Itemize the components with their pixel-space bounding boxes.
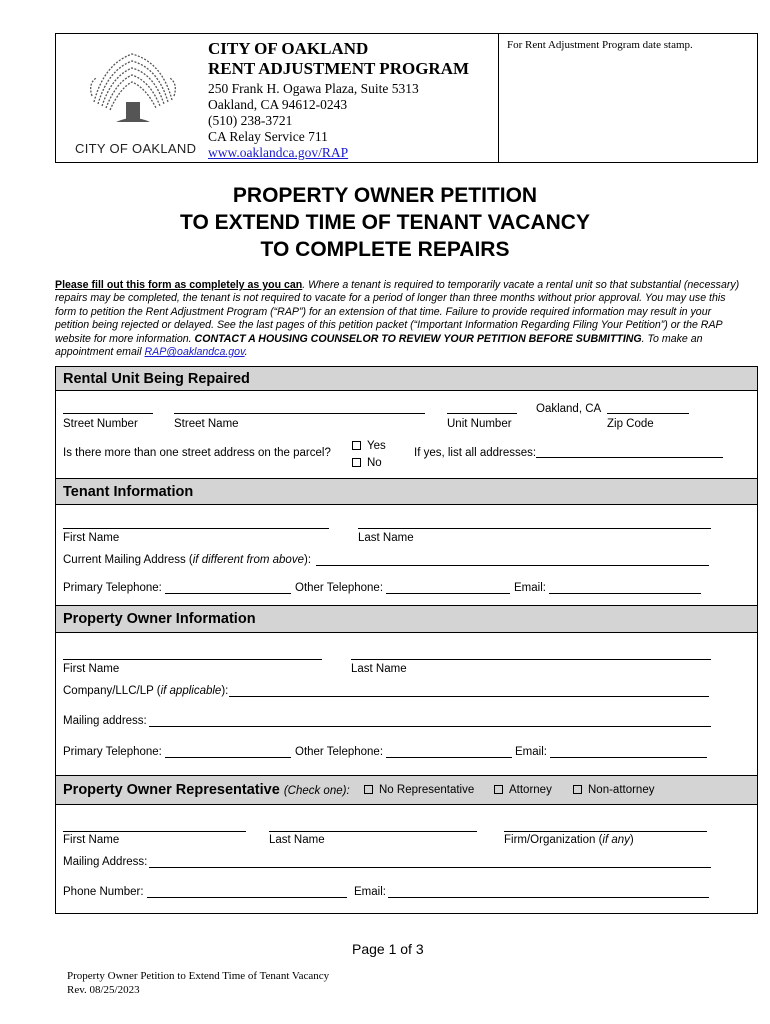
rep-phone-label: Phone Number: — [63, 886, 144, 898]
logo-caption: CITY OF OAKLAND — [75, 141, 197, 156]
no-label: No — [367, 457, 382, 469]
rep-last-name-label: Last Name — [269, 834, 325, 846]
agency-name: CITY OF OAKLAND — [208, 39, 369, 58]
tenant-email-label: Email: — [514, 582, 546, 594]
address-line-1: 250 Frank H. Ogawa Plaza, Suite 5313 — [208, 81, 419, 96]
checkbox-icon — [364, 785, 373, 794]
list-addresses-label: If yes, list all addresses: — [414, 447, 537, 459]
street-number-field[interactable] — [63, 413, 153, 414]
tenant-mailing-field[interactable] — [316, 565, 709, 566]
tenant-last-name-field[interactable] — [358, 528, 711, 529]
rep-option-attorney[interactable]: Attorney — [494, 784, 552, 796]
rep-firm-field[interactable] — [504, 831, 707, 832]
program-name: RENT ADJUSTMENT PROGRAM — [208, 59, 470, 78]
intro-email-link[interactable]: RAP@oaklandca.gov — [144, 346, 245, 359]
rep-email-label: Email: — [354, 886, 386, 898]
unit-number-label: Unit Number — [447, 418, 512, 430]
rep-phone-field[interactable] — [147, 897, 347, 898]
multiple-address-yes[interactable] — [352, 440, 386, 452]
tenant-other-tel-field[interactable] — [386, 593, 510, 594]
checkbox-icon — [352, 441, 361, 450]
tenant-email-field[interactable] — [549, 593, 701, 594]
checkbox-icon — [494, 785, 503, 794]
owner-last-name-field[interactable] — [351, 659, 711, 660]
owner-primary-tel-field[interactable] — [165, 757, 291, 758]
relay-service: CA Relay Service 711 — [208, 129, 328, 144]
street-number-label: Street Number — [63, 418, 138, 430]
section-tenant: Tenant Information — [56, 478, 757, 505]
owner-other-tel-label: Other Telephone: — [295, 746, 384, 758]
tenant-mailing-label: Current Mailing Address (if different from above): — [63, 554, 312, 566]
multiple-address-question: Is there more than one street address on the parcel? — [63, 447, 331, 459]
rep-mailing-label: Mailing Address: — [63, 856, 148, 868]
owner-mailing-field[interactable] — [149, 726, 711, 727]
checkbox-icon — [352, 458, 361, 467]
owner-first-name-field[interactable] — [63, 659, 322, 660]
phone-number: (510) 238-3721 — [208, 113, 293, 128]
unit-number-field[interactable] — [447, 413, 517, 414]
tenant-last-name-label: Last Name — [358, 532, 414, 544]
city-oak-tree-logo-icon — [74, 44, 192, 142]
tenant-primary-tel-label: Primary Telephone: — [63, 582, 162, 594]
multiple-address-no[interactable] — [352, 457, 382, 469]
footer-revision: Rev. 08/25/2023 — [67, 984, 140, 996]
header-divider — [498, 33, 499, 163]
intro-end: . — [244, 346, 248, 359]
tenant-first-name-field[interactable] — [63, 528, 329, 529]
rep-email-field[interactable] — [388, 897, 709, 898]
owner-first-name-label: First Name — [63, 663, 120, 675]
yes-label: Yes — [367, 440, 386, 452]
tenant-first-name-label: First Name — [63, 532, 120, 544]
tenant-primary-tel-field[interactable] — [165, 593, 291, 594]
form-title-line-3: TO COMPLETE REPAIRS — [260, 238, 510, 261]
intro-lead: Please fill out this form as completely as you can — [55, 279, 303, 291]
section-owner: Property Owner Information — [56, 605, 757, 633]
street-name-field[interactable] — [174, 413, 425, 414]
section-rental-unit: Rental Unit Being Repaired — [56, 366, 757, 391]
intro-appointment: . To make an appointment email — [55, 332, 703, 359]
zip-code-label: Zip Code — [607, 418, 654, 430]
website-link[interactable]: www.oaklandca.gov/RAP — [208, 145, 349, 160]
owner-last-name-label: Last Name — [351, 663, 407, 675]
rep-first-name-label: First Name — [63, 834, 120, 846]
rep-option-nonattorney[interactable]: Non-attorney — [573, 784, 654, 796]
footer-doc-title: Property Owner Petition to Extend Time of Tenant Vacancy — [67, 970, 330, 982]
owner-email-label: Email: — [515, 746, 547, 758]
street-name-label: Street Name — [174, 418, 239, 430]
rep-first-name-field[interactable] — [63, 831, 246, 832]
owner-company-field[interactable] — [229, 696, 709, 697]
page-number: Page 1 of 3 — [352, 941, 424, 957]
rep-firm-label: Firm/Organization (if any) — [504, 834, 634, 846]
city-label: Oakland, CA — [536, 403, 602, 415]
owner-other-tel-field[interactable] — [386, 757, 512, 758]
intro-contact: CONTACT A HOUSING COUNSELOR TO REVIEW YOUR PETITION BEFORE SUBMITTING — [194, 332, 642, 345]
list-addresses-field[interactable] — [536, 457, 723, 458]
intro-paragraph — [55, 279, 745, 359]
rep-last-name-field[interactable] — [269, 831, 477, 832]
owner-mailing-label: Mailing address: — [63, 715, 147, 727]
checkbox-icon — [573, 785, 582, 794]
form-title-line-1: PROPERTY OWNER PETITION — [232, 184, 538, 207]
section-representative: Property Owner Representative (Check one): — [56, 775, 757, 805]
owner-email-field[interactable] — [550, 757, 707, 758]
intro-body: . Where a tenant is required to temporarily vacate a rental unit so that substantial (necessary) repairs may be completed, the tenant is not required to vacate for a period of longer than three months without prior approval. You may use this form to petition the Rent Adjustment Program (“RAP”) for an extension of that time. Failure to provide required information may result in your petition being rejected or delayed. See the last pages of this petition packet (“Important Information Regarding Filing Your Petition”) or the RAP website for more information. — [55, 279, 740, 345]
zip-code-field[interactable] — [607, 413, 689, 414]
rep-option-none[interactable]: No Representative — [364, 784, 474, 796]
owner-company-label: Company/LLC/LP (if applicable): — [63, 685, 229, 697]
tenant-other-tel-label: Other Telephone: — [295, 582, 384, 594]
owner-primary-tel-label: Primary Telephone: — [63, 746, 162, 758]
date-stamp-label: For Rent Adjustment Program date stamp. — [507, 39, 693, 51]
rep-mailing-field[interactable] — [149, 867, 711, 868]
form-title-line-2: TO EXTEND TIME OF TENANT VACANCY — [180, 211, 590, 234]
address-line-2: Oakland, CA 94612-0243 — [208, 97, 348, 112]
